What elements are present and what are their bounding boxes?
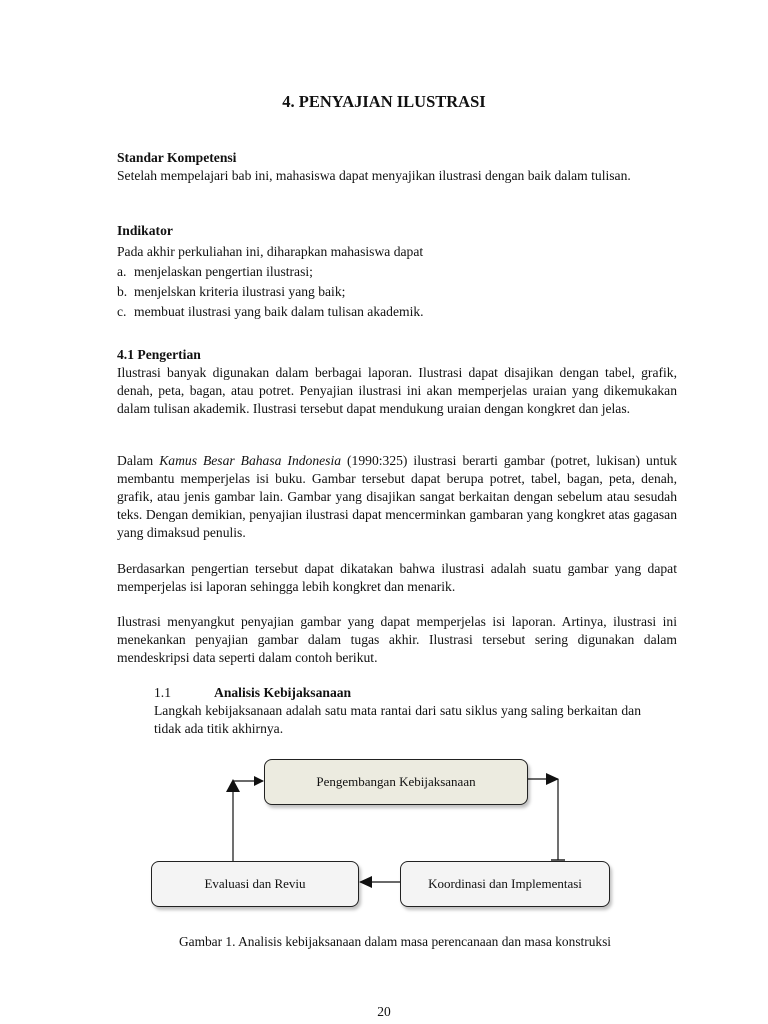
indikator-list <box>117 263 677 321</box>
analisis-number: 1.1 <box>154 685 171 700</box>
arrow-koordinasi-to-evaluasi <box>359 876 400 888</box>
pengertian-paragraph-3: Berdasarkan pengertian tersebut dapat dikatakan bahwa ilustrasi adalah suatu gambar yang dapat memperjelas isi laporan sehingga lebih kongkret dan menarik. <box>117 561 677 594</box>
diagram-box-evaluasi: Evaluasi dan Reviu <box>151 861 359 907</box>
pengertian-paragraph-1: Ilustrasi banyak digunakan dalam berbagai laporan. Ilustrasi dapat disajikan dengan tabel, grafik, denah, peta, bagan, atau potret. Penyajian ilustrasi ini akan memperjelas uraian yang dikemukakan dalam tulisan akademik. Ilustrasi tersebut dapat mendukung uraian dengan kongkret dan jelas. <box>117 365 677 416</box>
diagram-box-koordinasi: Koordinasi dan Implementasi <box>400 861 610 907</box>
pengertian-paragraph-4: Ilustrasi menyangkut penyajian gambar yang dapat memperjelas isi laporan. Artinya, ilustrasi ini menekankan penyajian gambar dalam tugas akhir. Ilustrasi tersebut sering digunakan dalam mendeskripsi data seperti dalam contoh berikut. <box>117 614 677 665</box>
chapter-title: 4. PENYAJIAN ILUSTRASI <box>282 92 486 111</box>
analisis-heading: Analisis Kebijaksanaan <box>214 685 352 700</box>
standar-text: Setelah mempelajari bab ini, mahasiswa dapat menyajikan ilustrasi dengan baik dalam tulisan. <box>117 168 631 183</box>
indikator-intro: Pada akhir perkuliahan ini, diharapkan mahasiswa dapat <box>117 244 424 259</box>
list-item: c. membuat ilustrasi yang baik dalam tulisan akademik. <box>117 304 424 319</box>
diagram-box-pengembangan: Pengembangan Kebijaksanaan <box>264 759 528 805</box>
indikator-heading: Indikator <box>117 223 173 238</box>
page-number: 20 <box>377 1004 391 1019</box>
pengertian-paragraph-2: Dalam Kamus Besar Bahasa Indonesia (1990:325) ilustrasi berarti gambar (potret, lukisan) untuk membantu memperjelas isi buku. Gambar tersebut dapat berupa potret, tabel, bagan, peta, denah, grafik, atau jenis gambar lain. Gambar yang disajikan sangat berkaitan dengan sebelum atau sesudah teks. Dengan demikian, penyajian ilustrasi dapat mencerminkan gambaran yang kongkret atas gagasan yang dimaksud penulis. <box>117 453 677 540</box>
figure-caption: Gambar 1. Analisis kebijaksanaan dalam masa perencanaan dan masa konstruksi <box>178 934 612 949</box>
section-analisis <box>154 684 641 738</box>
kbbi-title: Kamus Besar Bahasa Indonesia <box>159 453 342 468</box>
analisis-text: Langkah kebijaksanaan adalah satu mata rantai dari satu siklus yang saling berkaitan dan tidak ada titik akhirnya. <box>154 703 641 736</box>
list-item: a. menjelaskan pengertian ilustrasi; <box>117 264 313 279</box>
arrow-pengembangan-to-koordinasi <box>528 773 565 860</box>
list-item: b. menjelskan kriteria ilustrasi yang baik; <box>117 284 346 299</box>
pengertian-heading: 4.1 Pengertian <box>117 347 201 362</box>
section-pengertian <box>117 346 677 418</box>
section-indikator <box>117 222 677 321</box>
standar-heading: Standar Kompetensi <box>117 150 237 165</box>
section-standar-kompetensi <box>117 149 677 185</box>
arrow-evaluasi-to-pengembangan <box>226 779 263 861</box>
